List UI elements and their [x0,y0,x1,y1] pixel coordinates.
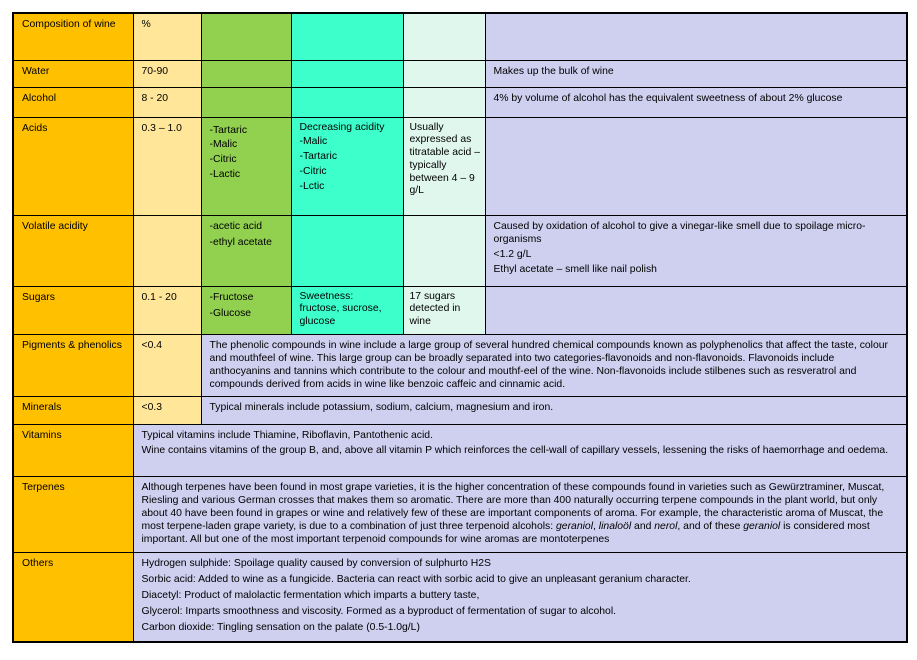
water-percent: 70-90 [133,60,201,87]
vitamins-notes [133,424,907,476]
volatile-blank-percent [133,215,201,286]
alcohol-percent: 8 - 20 [133,87,201,117]
water-blank-teal [291,60,403,87]
alcohol-note: 4% by volume of alcohol has the equivalent sweetness of about 2% glucose [485,87,907,117]
acids-type-citric: -Citric [209,154,237,166]
minerals-label: Minerals [13,396,133,424]
row-acids [13,117,907,215]
terpenes-text-3: is considered most important. All but one of the most important terpenoid compounds for wine aromas are montoterpenes [141,520,870,545]
wine-composition-table [12,12,908,643]
alcohol-blank-green [201,87,291,117]
minerals-note: Typical minerals include potassium, sodium, calcium, magnesium and iron. [201,396,907,424]
water-note: Makes up the bulk of wine [485,60,907,87]
acids-label: Acids [13,117,133,215]
volatile-note-cause: Caused by oxidation of alcohol to give a vinegar-like smell due to spoilage micro-organisms [493,220,866,245]
acids-decreasing-malic: -Malic [299,136,328,148]
vitamins-note-typical: Typical vitamins include Thiamine, Riboflavin, Pantothenic acid. [141,429,433,441]
acids-blank-notes [485,117,907,215]
row-minerals [13,396,907,424]
header-blank-teal [291,13,403,60]
others-label: Others [13,552,133,642]
alcohol-label: Alcohol [13,87,133,117]
terpenes-note [133,476,907,552]
vitamins-label: Vitamins [13,424,133,476]
alcohol-blank-mint [403,87,485,117]
terpenes-text-2: , and of these [677,520,744,532]
row-water [13,60,907,87]
sugars-percent: 0.1 - 20 [133,286,201,334]
row-others [13,552,907,642]
others-note-hydrogen-sulphide: Hydrogen sulphide: Spoilage quality caused by conversion of sulphurto H2S [141,557,491,569]
pigments-label: Pigments & phenolics [13,334,133,396]
sugars-count: 17 sugars detected in wine [403,286,485,334]
header-component: Composition of wine [13,13,133,60]
volatile-type-ethyl: -ethyl acetate [209,236,272,248]
volatile-note-ethyl: Ethyl acetate – smell like nail polish [493,263,657,275]
acids-decreasing-citric: -Citric [299,165,327,177]
water-blank-green [201,60,291,87]
header-percent: % [133,13,201,60]
volatile-blank-mint [403,215,485,286]
terpenes-text-1: Although terpenes have been found in most grape varieties, it is the higher concentration of these compounds found in varieties such as Gewürztraminer, Muscat, Riesling and various German crosses that makes them so aromatic. There are more than 400 naturally occurring terpene compounds in the plant world, but only about 40 have been found in grapes or wine and relatively few of these are important components of aroma. For example, the characteristic aroma of Muscat, the most terpene-laden grape variety, is due to a combination of just three terpenoid alcohols: [141,481,885,532]
header-blank-green [201,13,291,60]
acids-decreasing-heading: Decreasing acidity [299,121,385,133]
pigments-percent: <0.4 [133,334,201,396]
sugars-type-glucose: -Glucose [209,307,252,319]
row-terpenes [13,476,907,552]
sugars-blank-notes [485,286,907,334]
water-blank-mint [403,60,485,87]
acids-decreasing-tartaric: -Tartaric [299,151,338,163]
terpenes-linalool: linaloöl [598,520,632,532]
terpenes-and-1: and [631,520,655,532]
terpenes-label: Terpenes [13,476,133,552]
acids-types [201,117,291,215]
row-alcohol [13,87,907,117]
terpenes-nerol: nerol [654,520,678,532]
header-blank-notes [485,13,907,60]
others-notes [133,552,907,642]
alcohol-blank-teal [291,87,403,117]
sugars-label: Sugars [13,286,133,334]
acids-decreasing-lactic: -Lctic [299,180,325,192]
water-label: Water [13,60,133,87]
row-volatile-acidity [13,215,907,286]
volatile-types [201,215,291,286]
others-note-sorbic-acid: Sorbic acid: Added to wine as a fungicide. Bacteria can react with sorbic acid to give an unpleasant geranium character. [141,573,691,585]
row-pigments [13,334,907,396]
minerals-percent: <0.3 [133,396,201,424]
terpenes-geraniol: geraniol [556,520,594,532]
acids-decreasing [291,117,403,215]
terpenes-sep-1: , [593,520,599,532]
acids-percent: 0.3 – 1.0 [133,117,201,215]
sugars-type-fructose: -Fructose [209,291,254,303]
volatile-blank-teal [291,215,403,286]
row-vitamins [13,424,907,476]
row-sugars [13,286,907,334]
volatile-label: Volatile acidity [13,215,133,286]
volatile-note-limit: <1.2 g/L [493,248,532,260]
volatile-type-acetic: -acetic acid [209,220,263,232]
others-note-glycerol: Glycerol: Imparts smoothness and viscosity. Formed as a byproduct of fermentation of sugar to alcohol. [141,605,617,617]
acids-type-malic: -Malic [209,139,238,151]
vitamins-note-group-b: Wine contains vitamins of the group B, and, above all vitamin P which reinforces the cell-wall of capillary vessels, lessening the risks of haemorrhage and oedema. [141,444,889,456]
others-note-diacetyl: Diacetyl: Product of malolactic fermentation which imparts a buttery taste, [141,589,480,601]
header-row [13,13,907,60]
pigments-note: The phenolic compounds in wine include a large group of several hundred chemical compounds known as polyphenolics that affect the taste, colour and mouthfeel of wine. This large group can be broadly separated into two categories-flavonoids and non-flavonoids. Flavonoids include anthocyanins and tannins which contribute to the colour and mouthf-eel of the wine. Non-flavonoids include stilbenes such as resveratrol and compounds derived from acids in wine like benzoic caffeic and cinnamic acid. [201,334,907,396]
others-note-carbon-dioxide: Carbon dioxide: Tingling sensation on the palate (0.5-1.0g/L) [141,621,420,633]
acids-type-tartaric: -Tartaric [209,124,248,136]
sugars-types [201,286,291,334]
header-blank-mint [403,13,485,60]
volatile-notes [485,215,907,286]
sugars-sweetness: Sweetness: fructose, sucrose, glucose [291,286,403,334]
terpenes-geraniol-2: geraniol [743,520,781,532]
acids-type-lactic: -Lactic [209,168,241,180]
acids-titratable: Usually expressed as titratable acid – typically between 4 – 9 g/L [403,117,485,215]
